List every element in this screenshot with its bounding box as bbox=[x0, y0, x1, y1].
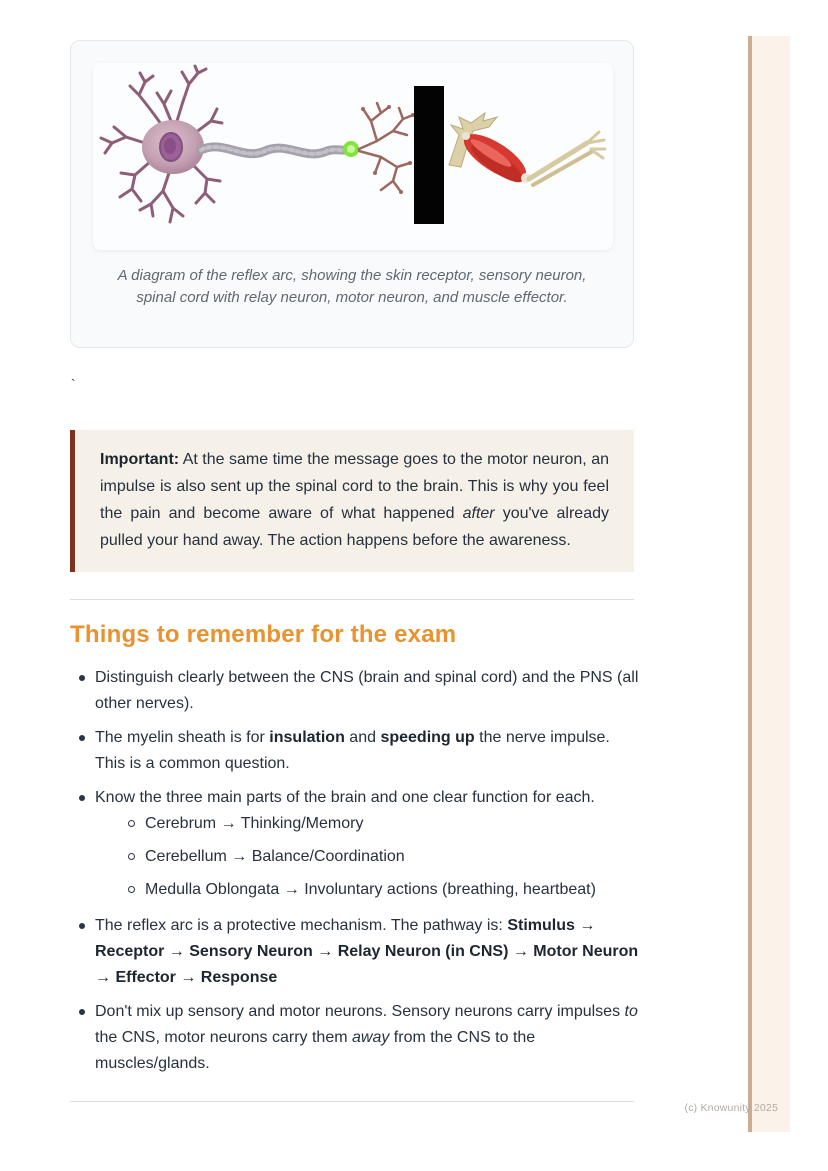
callout-label: Important: bbox=[100, 451, 180, 468]
italic-word: away bbox=[351, 1029, 390, 1046]
list-item-text: the nerve impulse. This is a common question. bbox=[95, 729, 610, 772]
bold-pathway: Stimulus → Receptor → Sensory Neuron → Relay Neuron (in CNS) → Motor Neuron → Effector → Response bbox=[95, 917, 639, 986]
forearm-bones bbox=[529, 143, 593, 185]
sublist-item-cerebellum bbox=[120, 844, 642, 870]
sublist-item-text: Cerebellum → Balance/Coordination bbox=[145, 848, 405, 865]
list-item-text: The reflex arc is a protective mechanism. The pathway is: bbox=[95, 917, 508, 934]
neuron-nucleolus bbox=[164, 138, 176, 154]
callout-text-2: you've already pulled your hand away. The action happens before the awareness. bbox=[100, 505, 609, 549]
reflex-arc-svg bbox=[93, 63, 613, 250]
relay-neuron-branches bbox=[359, 103, 413, 192]
tendon-top bbox=[462, 132, 470, 140]
figure-caption-line2: spinal cord with relay neuron, motor neuron, and muscle effector. bbox=[136, 288, 568, 306]
callout-italic-word: after bbox=[462, 505, 495, 522]
important-callout bbox=[70, 430, 634, 572]
list-item-brain-parts bbox=[70, 785, 642, 903]
myelinated-axon bbox=[201, 147, 345, 154]
spinal-cord-bar bbox=[414, 86, 444, 224]
arm-muscle-effector bbox=[449, 113, 605, 188]
horizontal-divider-bottom bbox=[70, 1101, 634, 1102]
list-item-myelin bbox=[70, 725, 642, 777]
callout-text-1: At the same time the message goes to the motor neuron, an impulse is also sent up the spinal cord to the brain. This is why you feel the pain and become aware of what happened bbox=[100, 451, 609, 522]
list-item-text: Distinguish clearly between the CNS (brain and spinal cord) and the PNS (all other nerves). bbox=[95, 669, 639, 712]
italic-word: to bbox=[624, 1003, 638, 1020]
list-item-text: and bbox=[344, 729, 381, 746]
stray-backtick-character: ` bbox=[71, 376, 76, 392]
list-item-cns-pns bbox=[70, 665, 642, 717]
figure-caption-line1: A diagram of the reflex arc, showing the skin receptor, sensory neuron, bbox=[117, 267, 587, 284]
sublist-item-text: Medulla Oblongata → Involuntary actions (breathing, heartbeat) bbox=[145, 881, 596, 898]
list-item-text: The myelin sheath is for bbox=[95, 729, 270, 746]
figure-caption bbox=[91, 265, 613, 308]
list-item-reflex-pathway bbox=[70, 913, 642, 991]
copyright-notice: (c) Knowunity 2025 bbox=[684, 1102, 778, 1114]
bold-term: speeding up bbox=[380, 729, 475, 746]
brain-parts-sublist bbox=[95, 811, 642, 903]
sublist-item-medulla bbox=[120, 877, 642, 903]
list-item-text: Know the three main parts of the brain and one clear function for each. bbox=[95, 789, 595, 806]
reflex-arc-illustration bbox=[93, 63, 613, 250]
list-item-text: the CNS, motor neurons carry them bbox=[95, 1029, 352, 1046]
horizontal-divider-top bbox=[70, 599, 634, 600]
figure-card bbox=[70, 40, 634, 348]
bold-term: insulation bbox=[269, 729, 345, 746]
list-item-text: Don't mix up sensory and motor neurons. Sensory neurons carry impulses bbox=[95, 1003, 625, 1020]
exam-tips-list bbox=[70, 665, 642, 1085]
page-edge-stripe bbox=[748, 36, 790, 1132]
synapse-knob-highlight bbox=[347, 145, 355, 153]
list-item-sensory-motor bbox=[70, 999, 642, 1077]
sublist-item-cerebrum bbox=[120, 811, 642, 837]
section-heading: Things to remember for the exam bbox=[70, 621, 457, 648]
list-item-text: from the CNS to the muscles/glands. bbox=[95, 1029, 536, 1072]
sublist-item-text: Cerebrum → Thinking/Memory bbox=[145, 815, 364, 832]
